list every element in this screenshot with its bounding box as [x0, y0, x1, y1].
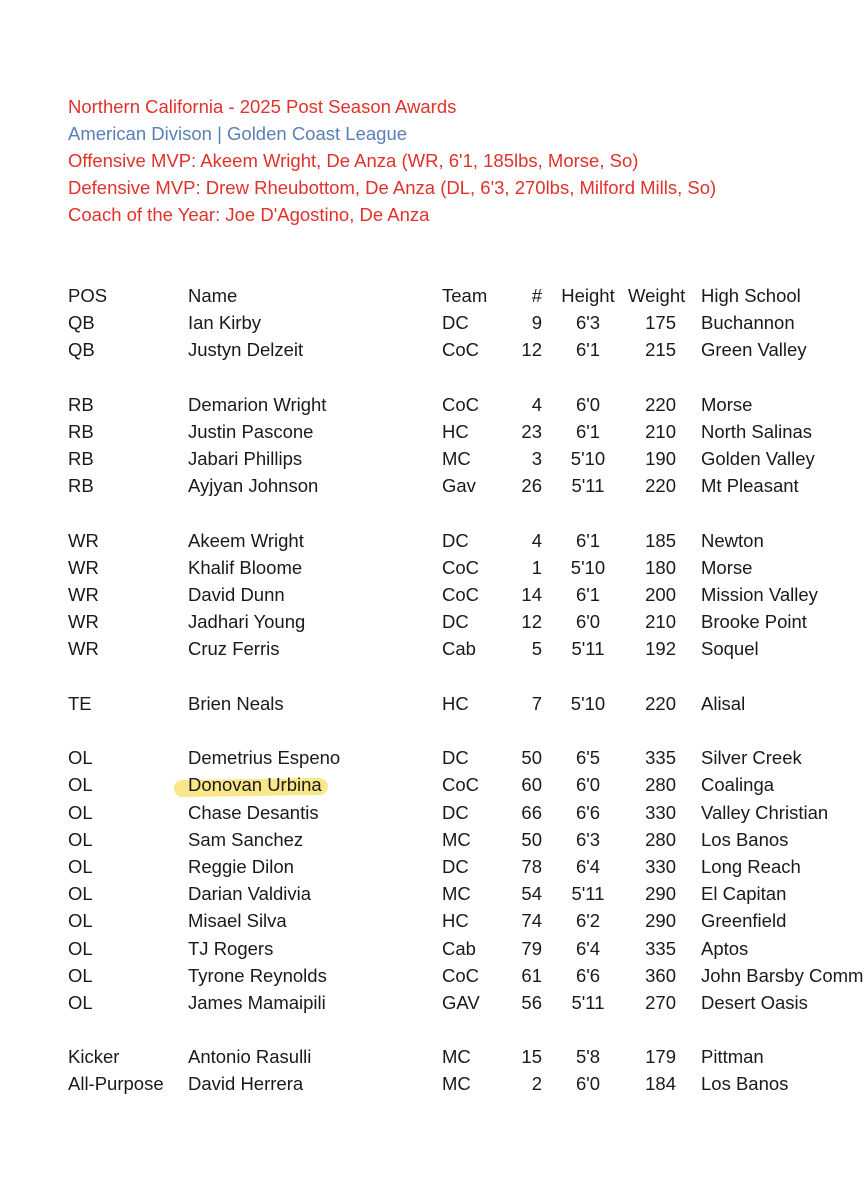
cell-weight: 185: [645, 529, 676, 551]
cell-height: 6'3: [575, 828, 601, 850]
table-row: [0, 1070, 868, 1097]
cell-high-school: Soquel: [701, 638, 759, 660]
cell-number: 12: [521, 339, 542, 361]
awards-header: [68, 93, 716, 228]
cell-name: Reggie Dilon: [188, 855, 294, 877]
table-row: [0, 853, 868, 880]
table-row: [0, 336, 868, 363]
col-name: Name: [188, 285, 238, 306]
table-row: [0, 826, 868, 853]
cell-team: DC: [442, 529, 469, 551]
cell-high-school: Green Valley: [701, 339, 807, 361]
cell-weight: 190: [645, 448, 676, 470]
cell-weight: 215: [645, 339, 676, 361]
cell-name: David Herrera: [188, 1073, 304, 1095]
cell-number: 1: [531, 556, 542, 578]
cell-pos: OL: [68, 937, 93, 959]
cell-weight: 280: [645, 774, 676, 796]
col-high-school: High School: [701, 285, 801, 306]
cell-pos: WR: [68, 556, 99, 578]
cell-number: 2: [531, 1073, 542, 1095]
page-title: Northern California - 2025 Post Season Awards: [68, 96, 457, 117]
cell-team: HC: [442, 910, 469, 932]
cell-weight: 335: [645, 937, 676, 959]
table-row: [0, 309, 868, 336]
cell-pos: WR: [68, 584, 99, 606]
cell-high-school: North Salinas: [701, 420, 813, 442]
cell-weight: 210: [645, 611, 676, 633]
table-row: [0, 445, 868, 472]
cell-height: 6'5: [575, 747, 601, 769]
cell-number: 5: [531, 638, 542, 660]
cell-height: 6'0: [575, 1073, 601, 1095]
cell-team: MC: [442, 448, 471, 470]
cell-pos: OL: [68, 910, 93, 932]
roster-table: [0, 282, 868, 1098]
cell-weight: 330: [645, 855, 676, 877]
cell-weight: 280: [645, 828, 676, 850]
table-row: [0, 690, 868, 717]
cell-height: 5'11: [571, 883, 605, 905]
col-weight: Weight: [628, 285, 686, 306]
cell-team: MC: [442, 1046, 471, 1068]
cell-number: 50: [521, 747, 542, 769]
cell-number: 14: [521, 584, 542, 606]
cell-pos: OL: [68, 774, 93, 796]
cell-number: 78: [521, 855, 542, 877]
table-row: [0, 1043, 868, 1070]
cell-height: 6'1: [575, 529, 601, 551]
cell-height: 5'8: [575, 1046, 601, 1068]
cell-name: Ayjyan Johnson: [188, 475, 319, 497]
cell-weight: 220: [645, 393, 676, 415]
defensive-mvp: Defensive MVP: Drew Rheubottom, De Anza (DL, 6'3, 270lbs, Milford Mills, So): [68, 177, 717, 198]
cell-number: 9: [531, 312, 542, 334]
cell-name: James Mamaipili: [188, 991, 326, 1013]
cell-pos: RB: [68, 475, 94, 497]
cell-pos: RB: [68, 448, 94, 470]
col-height: Height: [561, 285, 615, 306]
cell-high-school: Desert Oasis: [701, 991, 808, 1013]
cell-team: CoC: [442, 584, 480, 606]
cell-team: Cab: [442, 937, 476, 959]
cell-height: 6'4: [575, 937, 601, 959]
cell-high-school: Mt Pleasant: [701, 475, 799, 497]
cell-name: TJ Rogers: [188, 937, 274, 959]
cell-number: 4: [531, 393, 542, 415]
cell-name: Khalif Bloome: [188, 556, 303, 578]
cell-height: 6'3: [575, 312, 601, 334]
cell-high-school: Coalinga: [701, 774, 775, 796]
cell-high-school: El Capitan: [701, 883, 787, 905]
cell-pos: All-Purpose: [68, 1073, 164, 1095]
cell-weight: 290: [645, 910, 676, 932]
cell-height: 6'0: [575, 611, 601, 633]
cell-pos: WR: [68, 611, 99, 633]
table-row: [0, 771, 868, 798]
table-row: [0, 935, 868, 962]
cell-high-school: Newton: [701, 529, 764, 551]
cell-team: DC: [442, 312, 469, 334]
cell-team: GAV: [442, 991, 480, 1013]
table-row: [0, 418, 868, 445]
cell-team: CoC: [442, 774, 480, 796]
cell-high-school: Greenfield: [701, 910, 787, 932]
table-row: [0, 554, 868, 581]
cell-pos: Kicker: [68, 1046, 120, 1068]
cell-high-school: Brooke Point: [701, 611, 807, 633]
cell-number: 12: [521, 611, 542, 633]
table-row: [0, 989, 868, 1016]
cell-weight: 270: [645, 991, 676, 1013]
cell-high-school: Buchannon: [701, 312, 795, 334]
cell-weight: 330: [645, 801, 676, 823]
cell-name: David Dunn: [188, 584, 285, 606]
cell-high-school: Mission Valley: [701, 584, 818, 606]
cell-height: 5'10: [570, 448, 606, 470]
cell-name: Jadhari Young: [188, 611, 306, 633]
cell-pos: OL: [68, 801, 93, 823]
cell-height: 6'1: [575, 339, 601, 361]
cell-number: 3: [531, 448, 542, 470]
cell-height: 6'6: [575, 801, 601, 823]
cell-height: 6'0: [575, 393, 601, 415]
cell-height: 5'10: [570, 556, 606, 578]
cell-high-school: Los Banos: [701, 1073, 789, 1095]
cell-weight: 184: [645, 1073, 676, 1095]
cell-pos: OL: [68, 828, 93, 850]
cell-height: 5'10: [570, 692, 606, 714]
cell-height: 5'11: [571, 475, 605, 497]
cell-team: DC: [442, 855, 469, 877]
cell-high-school: Golden Valley: [701, 448, 815, 470]
cell-team: CoC: [442, 556, 480, 578]
table-row: [0, 608, 868, 635]
cell-pos: WR: [68, 638, 99, 660]
cell-high-school: Alisal: [701, 692, 746, 714]
cell-height: 5'11: [571, 638, 605, 660]
cell-name: Antonio Rasulli: [188, 1046, 312, 1068]
cell-name: Justyn Delzeit: [188, 339, 304, 361]
cell-team: DC: [442, 611, 469, 633]
table-row: [0, 744, 868, 771]
cell-team: Cab: [442, 638, 476, 660]
cell-pos: QB: [68, 312, 95, 334]
division-line: American Divison | Golden Coast League: [68, 123, 408, 144]
cell-height: 6'4: [575, 855, 601, 877]
cell-name: Chase Desantis: [188, 801, 319, 823]
cell-name: Justin Pascone: [188, 420, 314, 442]
cell-weight: 180: [645, 556, 676, 578]
table-row: [0, 527, 868, 554]
cell-name: Jabari Phillips: [188, 448, 303, 470]
col-number: #: [531, 285, 542, 306]
table-row: [0, 799, 868, 826]
cell-number: 60: [521, 774, 542, 796]
cell-pos: TE: [68, 692, 92, 714]
table-row: [0, 880, 868, 907]
cell-number: 54: [521, 883, 542, 905]
cell-team: HC: [442, 692, 469, 714]
table-row: [0, 391, 868, 418]
cell-number: 50: [521, 828, 542, 850]
cell-name: Demarion Wright: [188, 393, 327, 415]
cell-weight: 179: [645, 1046, 676, 1068]
cell-name: Darian Valdivia: [188, 883, 312, 905]
table-row: [0, 962, 868, 989]
col-pos: POS: [68, 285, 108, 306]
cell-team: DC: [442, 801, 469, 823]
cell-height: 5'11: [571, 991, 605, 1013]
cell-weight: 220: [645, 475, 676, 497]
cell-height: 6'1: [575, 584, 601, 606]
table-body: [0, 309, 868, 1097]
cell-name: Ian Kirby: [188, 312, 262, 334]
cell-height: 6'0: [575, 774, 601, 796]
cell-high-school: Silver Creek: [701, 747, 802, 769]
col-team: Team: [442, 285, 488, 306]
cell-weight: 360: [645, 964, 676, 986]
cell-high-school: Valley Christian: [701, 801, 829, 823]
cell-pos: QB: [68, 339, 95, 361]
cell-name: Misael Silva: [188, 910, 287, 932]
cell-high-school: Pittman: [701, 1046, 764, 1068]
highlighted-name: Donovan Urbina: [188, 771, 322, 798]
cell-name: Demetrius Espeno: [188, 747, 341, 769]
cell-weight: 175: [645, 312, 676, 334]
offensive-mvp: Offensive MVP: Akeem Wright, De Anza (WR, 6'1, 185lbs, Morse, So): [68, 150, 639, 171]
cell-number: 61: [521, 964, 542, 986]
table-row: [0, 581, 868, 608]
cell-team: HC: [442, 420, 469, 442]
cell-pos: WR: [68, 529, 99, 551]
cell-high-school: John Barsby Comm: [701, 964, 864, 986]
cell-name: Akeem Wright: [188, 529, 304, 551]
cell-weight: 290: [645, 883, 676, 905]
cell-height: 6'6: [575, 964, 601, 986]
cell-high-school: Morse: [701, 393, 753, 415]
cell-weight: 335: [645, 747, 676, 769]
cell-high-school: Aptos: [701, 937, 749, 959]
cell-team: CoC: [442, 393, 480, 415]
cell-pos: OL: [68, 747, 93, 769]
cell-weight: 220: [645, 692, 676, 714]
cell-number: 15: [521, 1046, 542, 1068]
cell-team: MC: [442, 1073, 471, 1095]
cell-name: Brien Neals: [188, 692, 284, 714]
cell-number: 66: [521, 801, 542, 823]
cell-name: Cruz Ferris: [188, 638, 280, 660]
cell-number: 4: [531, 529, 542, 551]
cell-team: Gav: [442, 475, 476, 497]
cell-high-school: Long Reach: [701, 855, 801, 877]
cell-team: CoC: [442, 964, 480, 986]
cell-weight: 210: [645, 420, 676, 442]
cell-pos: OL: [68, 883, 93, 905]
cell-pos: RB: [68, 393, 94, 415]
cell-number: 26: [521, 475, 542, 497]
table-header-row: [0, 282, 868, 309]
cell-number: 74: [521, 910, 542, 932]
cell-name: Sam Sanchez: [188, 828, 304, 850]
cell-weight: 192: [645, 638, 676, 660]
cell-team: MC: [442, 883, 471, 905]
table-row: [0, 635, 868, 662]
cell-height: 6'1: [575, 420, 601, 442]
cell-pos: OL: [68, 855, 93, 877]
cell-high-school: Morse: [701, 556, 753, 578]
cell-pos: OL: [68, 991, 93, 1013]
cell-team: CoC: [442, 339, 480, 361]
cell-pos: OL: [68, 964, 93, 986]
cell-weight: 200: [645, 584, 676, 606]
table-row: [0, 907, 868, 934]
cell-team: DC: [442, 747, 469, 769]
cell-number: 7: [531, 692, 542, 714]
cell-number: 56: [521, 991, 542, 1013]
cell-number: 79: [521, 937, 542, 959]
coach-of-year: Coach of the Year: Joe D'Agostino, De Anza: [68, 204, 430, 225]
cell-team: MC: [442, 828, 471, 850]
cell-high-school: Los Banos: [701, 828, 789, 850]
cell-number: 23: [521, 420, 542, 442]
cell-name: [188, 771, 322, 798]
cell-pos: RB: [68, 420, 94, 442]
table-row: [0, 472, 868, 499]
cell-name: Tyrone Reynolds: [188, 964, 327, 986]
cell-height: 6'2: [575, 910, 601, 932]
